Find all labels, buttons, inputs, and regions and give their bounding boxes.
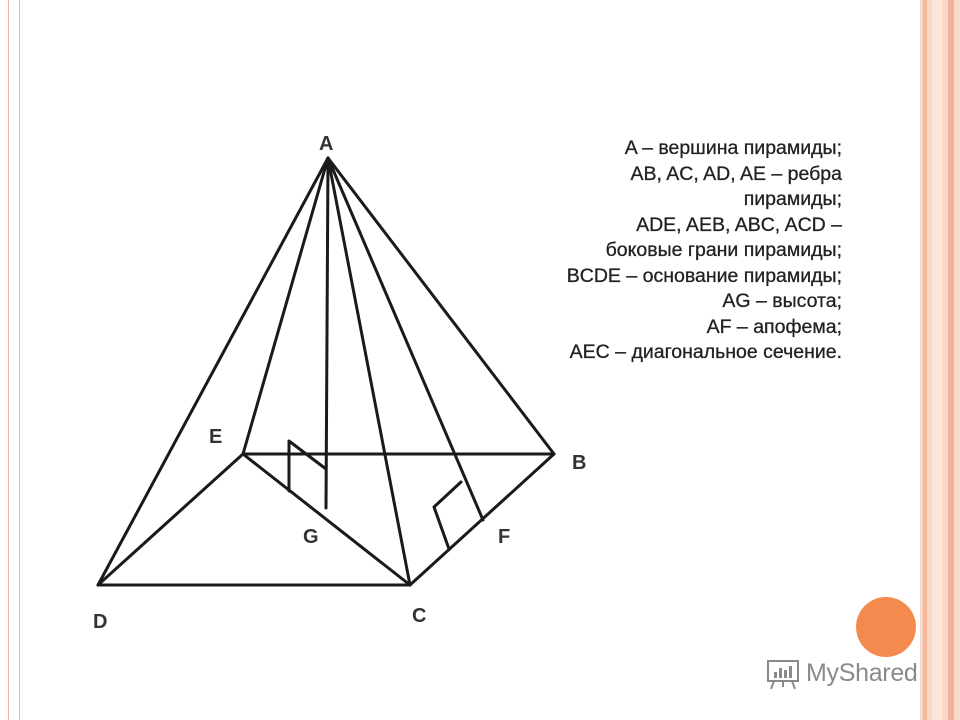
- edge-AC: [328, 158, 410, 585]
- right-angle-mark-F: [434, 482, 461, 549]
- watermark-text: MyShared: [806, 659, 918, 687]
- edge-AE: [243, 158, 328, 454]
- right-angle-mark-G: [289, 441, 326, 491]
- label-B: B: [572, 452, 587, 474]
- label-E: E: [209, 426, 223, 448]
- watermark-logo: [766, 654, 926, 694]
- label-G: G: [303, 526, 319, 548]
- height-AG: [326, 158, 328, 508]
- decorative-circle: [856, 597, 916, 657]
- label-C: C: [412, 605, 427, 627]
- legend-line: AF – апофема;: [706, 315, 842, 338]
- legend-line: AG – высота;: [722, 290, 842, 312]
- legend-line: AB, AC, AD, AE – ребра: [630, 162, 842, 185]
- apothem-AF: [328, 158, 483, 520]
- label-D: D: [93, 611, 108, 633]
- legend-line: A – вершина пирамиды;: [624, 137, 842, 159]
- legend: [482, 136, 842, 366]
- legend-line: BCDE – основание пирамиды;: [566, 264, 842, 287]
- legend-line: AEC – диагональное сечение.: [569, 341, 842, 363]
- label-F: F: [498, 526, 511, 548]
- edge-ED: [98, 454, 243, 585]
- edge-AD: [98, 158, 328, 585]
- legend-line: ADE, AEB, ABC, ACD –: [636, 213, 842, 236]
- legend-line: пирамиды;: [743, 188, 842, 210]
- legend-line: боковые грани пирамиды;: [605, 239, 842, 261]
- presentation-board-icon: [766, 658, 800, 690]
- label-A: A: [319, 133, 334, 155]
